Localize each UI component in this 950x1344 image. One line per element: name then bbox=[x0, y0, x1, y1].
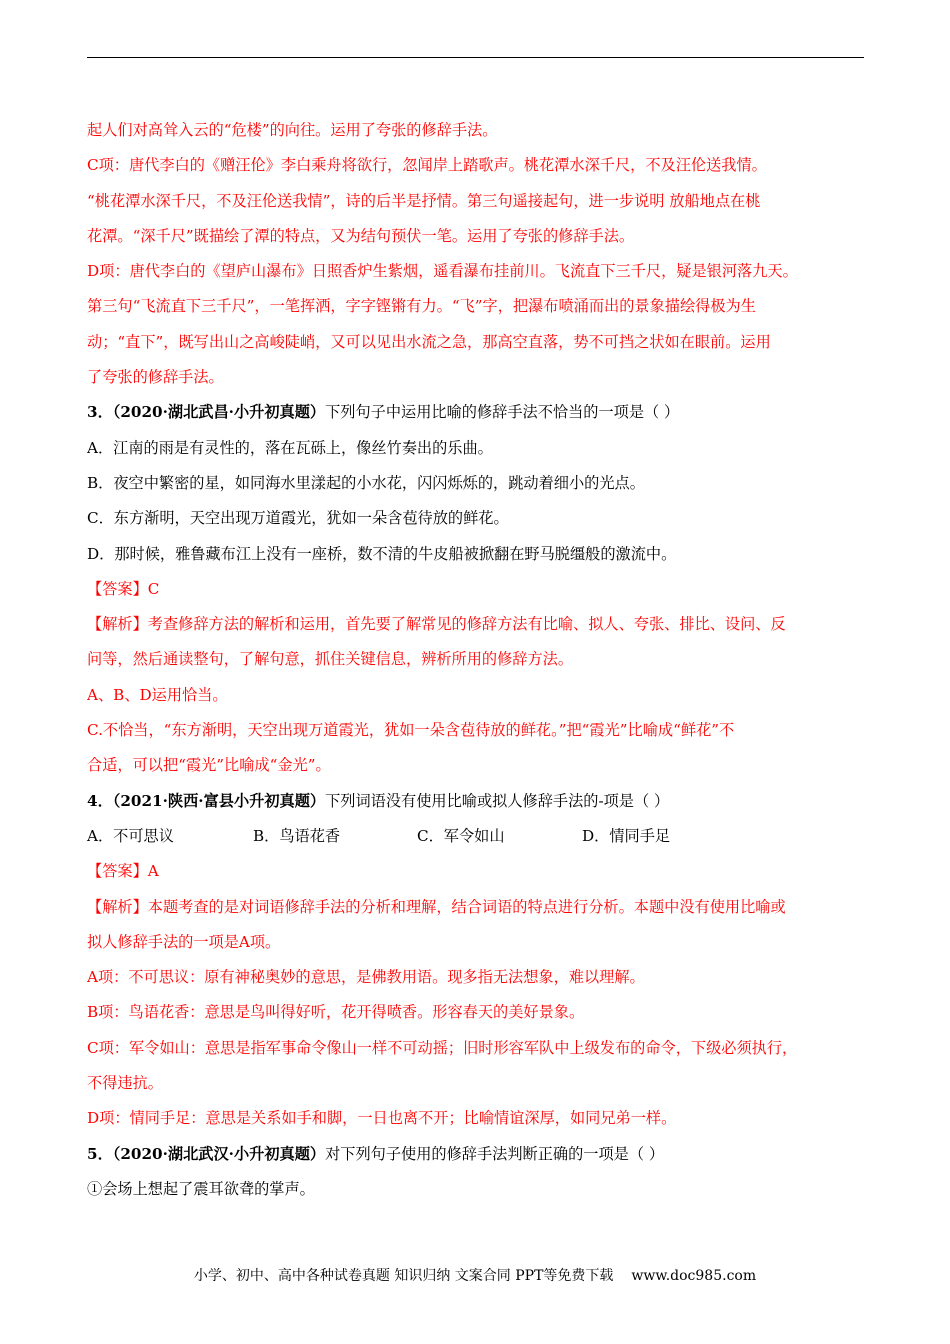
question-number: 5． bbox=[87, 1144, 113, 1163]
question-4-analysis: 【解析】本题考查的是对词语修辞手法的分析和理解，结合词语的特点进行分析。本题中没有使用比喻或 bbox=[87, 897, 786, 916]
question-4-analysis: A项：不可思议：原有神秘奥妙的意思，是佛教用语。现多指无法想象，难以理解。 bbox=[87, 968, 645, 987]
question-3-option-a: A．江南的雨是有灵性的，落在瓦砾上，像丝竹奏出的乐曲。 bbox=[87, 438, 493, 457]
question-4-stem bbox=[87, 784, 864, 819]
question-source: （2021·陕西·富县小升初真题） bbox=[112, 791, 326, 810]
question-3-option-c: C．东方渐明，天空出现万道霞光，犹如一朵含苞待放的鲜花。 bbox=[87, 509, 509, 528]
question-number: 3． bbox=[87, 403, 113, 422]
analysis-line: D项：唐代李白的《望庐山瀑布》日照香炉生紫烟，遥看瀑布挂前川。飞流直下三千尺，疑是银河落九天。 bbox=[87, 262, 798, 281]
document-body bbox=[87, 113, 864, 1207]
question-3-option-d: D．那时候，雅鲁藏布江上没有一座桥，数不清的牛皮船被掀翻在野马脱缰般的激流中。 bbox=[87, 544, 677, 563]
question-4-option-d: D．情同手足 bbox=[582, 826, 671, 845]
analysis-line: C项：唐代李白的《赠汪伦》李白乘舟将欲行，忽闻岸上踏歌声。桃花潭水深千尺，不及汪伦送我情。 bbox=[87, 156, 767, 175]
footer-text: 小学、初中、高中各种试卷真题 知识归纳 文案合同 PPT等免费下载 bbox=[193, 1268, 614, 1284]
question-number: 4． bbox=[87, 791, 113, 810]
analysis-line: 第三句“飞流直下三千尺”，一笔挥洒，字字铿锵有力。“飞”字，把瀑布喷涌而出的景象描绘得极为生 bbox=[87, 297, 756, 316]
question-text: 下列句子中运用比喻的修辞手法不恰当的一项是（ ） bbox=[325, 403, 680, 422]
question-4-analysis: D项：情同手足：意思是关系如手和脚，一日也离不开；比喻情谊深厚，如同兄弟一样。 bbox=[87, 1109, 677, 1128]
question-4-analysis: B项：鸟语花香：意思是鸟叫得好听，花开得喷香。形容春天的美好景象。 bbox=[87, 1003, 585, 1022]
question-4-option-b: B．鸟语花香 bbox=[253, 826, 341, 845]
analysis-line: 花潭。“深千尺”既描绘了潭的特点，又为结句预伏一笔。运用了夸张的修辞手法。 bbox=[87, 226, 635, 245]
footer-url: www.doc985.com bbox=[631, 1268, 757, 1284]
question-source: （2020·湖北武汉·小升初真题） bbox=[112, 1144, 326, 1163]
question-3-answer: 【答案】C bbox=[87, 579, 160, 598]
question-4-analysis: 拟人修辞手法的一项是A项。 bbox=[87, 932, 281, 951]
question-5-stem bbox=[87, 1137, 864, 1172]
header-rule bbox=[87, 57, 864, 58]
analysis-line: 了夸张的修辞手法。 bbox=[87, 368, 224, 387]
page-footer bbox=[0, 1265, 950, 1285]
question-3-stem bbox=[87, 395, 864, 430]
question-3-analysis: A、B、D运用恰当。 bbox=[87, 685, 228, 704]
analysis-line: 起人们对高耸入云的“危楼”的向往。运用了夸张的修辞手法。 bbox=[87, 121, 498, 139]
question-4-analysis: 不得违抗。 bbox=[87, 1074, 163, 1093]
question-3-analysis: 问等，然后通读整句，了解句意，抓住关键信息，辨析所用的修辞方法。 bbox=[87, 650, 573, 669]
question-source: （2020·湖北武昌·小升初真题） bbox=[112, 403, 326, 422]
analysis-line: “桃花潭水深千尺，不及汪伦送我情”，诗的后半是抒情。第三句遥接起句，进一步说明 放船地点在桃 bbox=[87, 191, 761, 210]
question-text: 对下列句子使用的修辞手法判断正确的一项是（ ） bbox=[325, 1144, 665, 1163]
question-4-answer: 【答案】A bbox=[87, 862, 159, 881]
question-4-option-c: C．军令如山 bbox=[417, 826, 505, 845]
question-4-analysis: C项：军令如山：意思是指军事命令像山一样不可动摇；旧时形容军队中上级发布的命令，下级必须执行， bbox=[87, 1038, 798, 1057]
question-3-analysis: 合适，可以把“霞光”比喻成“金光”。 bbox=[87, 756, 331, 775]
question-5-sentence-1: ①会场上想起了震耳欲聋的掌声。 bbox=[87, 1179, 315, 1198]
question-4-option-a: A．不可思议 bbox=[87, 826, 174, 845]
question-4-options bbox=[87, 819, 864, 854]
question-text: 下列词语没有使用比喻或拟人修辞手法的-项是（ ） bbox=[325, 791, 670, 810]
question-3-analysis: C.不恰当，“东方渐明，天空出现万道霞光，犹如一朵含苞待放的鲜花。”把“霞光”比喻成“鲜花”不 bbox=[87, 721, 735, 740]
analysis-line: 动；“直下”，既写出山之高峻陡峭，又可以见出水流之急，那高空直落，势不可挡之状如在眼前。运用 bbox=[87, 332, 771, 351]
question-3-analysis: 【解析】考查修辞方法的解析和运用，首先要了解常见的修辞方法有比喻、拟人、夸张、排比、设问、反 bbox=[87, 615, 786, 634]
question-3-option-b: B．夜空中繁密的星，如同海水里漾起的小水花，闪闪烁烁的，跳动着细小的光点。 bbox=[87, 473, 645, 492]
